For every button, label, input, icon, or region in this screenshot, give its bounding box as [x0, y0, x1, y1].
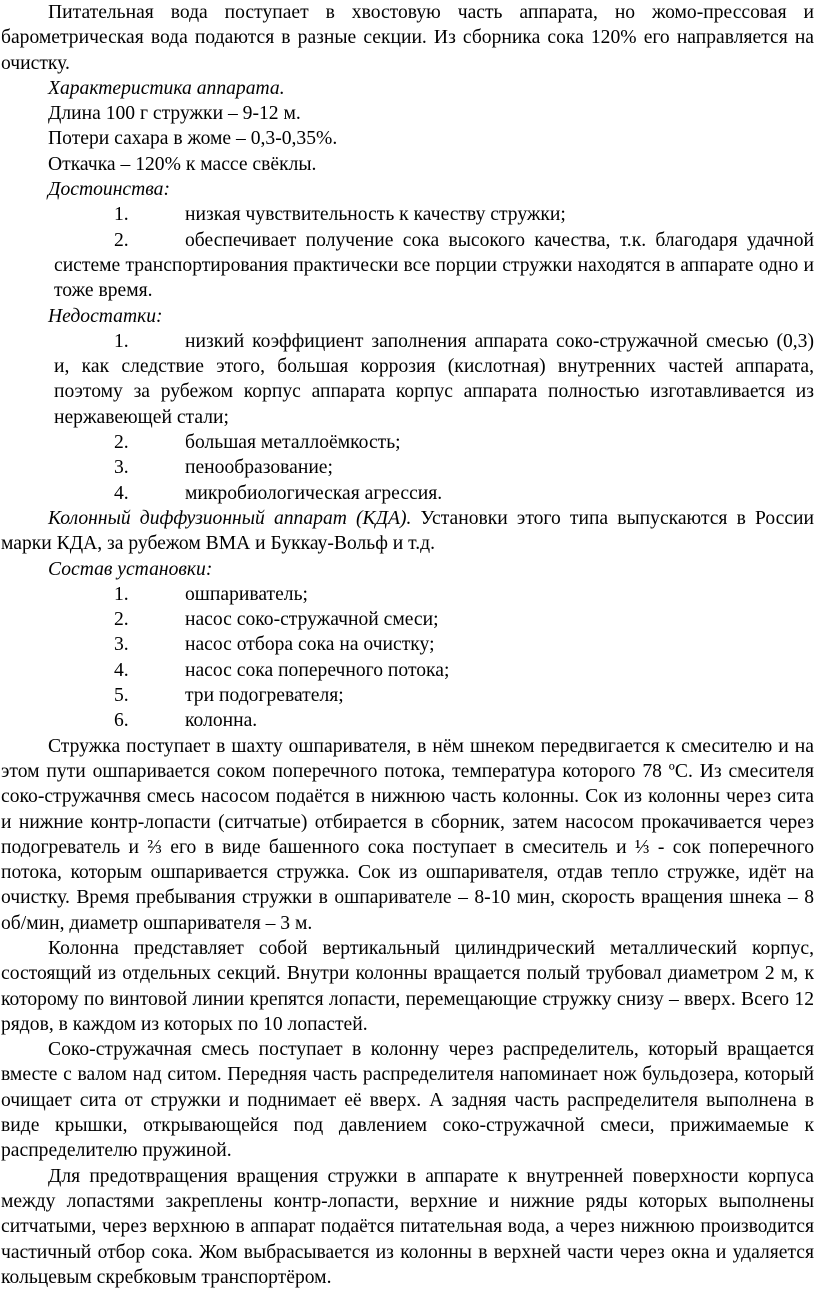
kda-text: Установки этого типа выпускаются в России марки КДА, за рубежом ВМА и Буккау-Вольф и т.д.	[1, 507, 815, 555]
composition-heading: Состав установки:	[48, 558, 213, 580]
list-number: 4.	[114, 659, 129, 681]
disadvantages-heading: Недостатки:	[48, 305, 163, 327]
component-item	[48, 708, 814, 733]
list-text: большая металлоёмкость;	[185, 432, 401, 454]
list-number: 3.	[114, 457, 129, 479]
advantages-heading: Достоинства:	[48, 179, 170, 201]
characteristic-line: Длина 100 г стружки – 9-12 м.	[48, 103, 301, 125]
list-number: 4.	[114, 482, 129, 504]
counter-blades-paragraph: Для предотвращения вращения стружки в аппарате к внутренней поверхности корпуса между лопастями закреплены контр-лопасти, верхние и нижние ряды которых выполнены ситчатыми, через верхнюю в аппарат подаётся питательная вода, а через нижнюю производится частичный отбор сока. Жом выбрасывается из колонны в верхней части через окна и удаляется кольцевым скребковым транспортёром.	[1, 1165, 814, 1288]
disadvantage-item	[48, 329, 814, 430]
component-item	[48, 607, 814, 632]
list-number: 2.	[114, 432, 129, 454]
list-number: 5.	[114, 685, 129, 707]
list-number: 2.	[114, 229, 129, 251]
component-item	[48, 582, 814, 607]
list-text: обеспечивает получение сока высокого качества, т.к. благодаря удачной системе транспортирования практически все порции стружки находятся в аппарате одно и тоже время.	[54, 229, 814, 302]
disadvantage-item	[48, 455, 814, 480]
distributor-paragraph: Соко-стружачная смесь поступает в колонну через распределитель, который вращается вместе с валом над ситом. Передняя часть распределителя напоминает нож бульдозера, который очищает сита от стружки и поднимает её вверх. А задняя часть распределителя выполнена в виде крышки, открывающейся под давлением соко-стружачной смеси, прижимаемые к распределителю пружиной.	[1, 1039, 814, 1162]
characteristic-line: Откачка – 120% к массе свёклы.	[48, 153, 317, 175]
list-text: три подогревателя;	[185, 685, 344, 707]
kda-title: Колонный диффузионный аппарат (КДА).	[48, 507, 412, 529]
flow-paragraph: Стружка поступает в шахту ошпаривателя, в нём шнеком передвигается к смесителю и на этом пути ошпаривается соком поперечного потока, температура которого 78 ºС. Из смесителя соко-стружачнвя смесь насосом подаётся в нижнюю часть колонны. Сок из колонны через сита и нижние контр-лопасти (ситчатые) отбирается в сборник, затем насосом прокачивается через подогреватель и ⅔ его в виде башенного сока поступает в смеситель и ⅓ - сок поперечного потока, которым ошпаривается стружка. Сок из ошпаривателя, отдав тепло стружке, идёт на очистку. Время пребывания стружки в ошпаривателе – 8-10 мин, скорость вращения шнека – 8 об/мин, диаметр ошпаривателя – 3 м.	[1, 735, 814, 934]
list-number: 6.	[114, 710, 129, 732]
kda-paragraph	[1, 506, 814, 557]
list-number: 3.	[114, 634, 129, 656]
component-item	[48, 632, 814, 657]
list-text: низкий коэффициент заполнения аппарата соко-стружачной смесью (0,3) и, как следствие этого, большая коррозия (кислотная) внутренних частей аппарата, поэтому за рубежом корпус аппарата корпус аппарата полностью изготавливается из нержавеющей стали;	[54, 330, 814, 428]
list-text: насос сока поперечного потока;	[185, 659, 450, 681]
list-text: насос отбора сока на очистку;	[185, 634, 435, 656]
list-text: пенообразование;	[185, 457, 333, 479]
disadvantage-item	[48, 481, 814, 506]
list-text: низкая чувствительность к качеству стружки;	[185, 204, 566, 226]
advantage-item	[48, 202, 814, 227]
component-item	[48, 683, 814, 708]
characteristic-line: Потери сахара в жоме – 0,3-0,35%.	[48, 128, 338, 150]
characteristics-heading: Характеристика аппарата.	[48, 77, 285, 99]
column-paragraph: Колонна представляет собой вертикальный цилиндрический металлический корпус, состоящий из отдельных секций. Внутри колонны вращается полый трубовал диаметром 2 м, к которому по винтовой линии крепятся лопасти, перемещающие стружку снизу – вверх. Всего 12 рядов, в каждом из которых по 10 лопастей.	[1, 937, 814, 1035]
list-number: 2.	[114, 609, 129, 631]
component-item	[48, 658, 814, 683]
disadvantage-item	[48, 430, 814, 455]
list-number: 1.	[114, 583, 129, 605]
list-text: ошпариватель;	[185, 583, 308, 605]
advantage-item	[48, 228, 814, 304]
intro-paragraph: Питательная вода поступает в хвостовую часть аппарата, но жомо-прессовая и барометрическая вода подаются в разные секции. Из сборника сока 120% его направляется на очистку.	[1, 2, 814, 74]
list-text: микробиологическая агрессия.	[185, 482, 443, 504]
list-number: 1.	[114, 204, 129, 226]
list-text: насос соко-стружачной смеси;	[185, 609, 439, 631]
list-number: 1.	[114, 330, 129, 352]
list-text: колонна.	[185, 710, 258, 732]
